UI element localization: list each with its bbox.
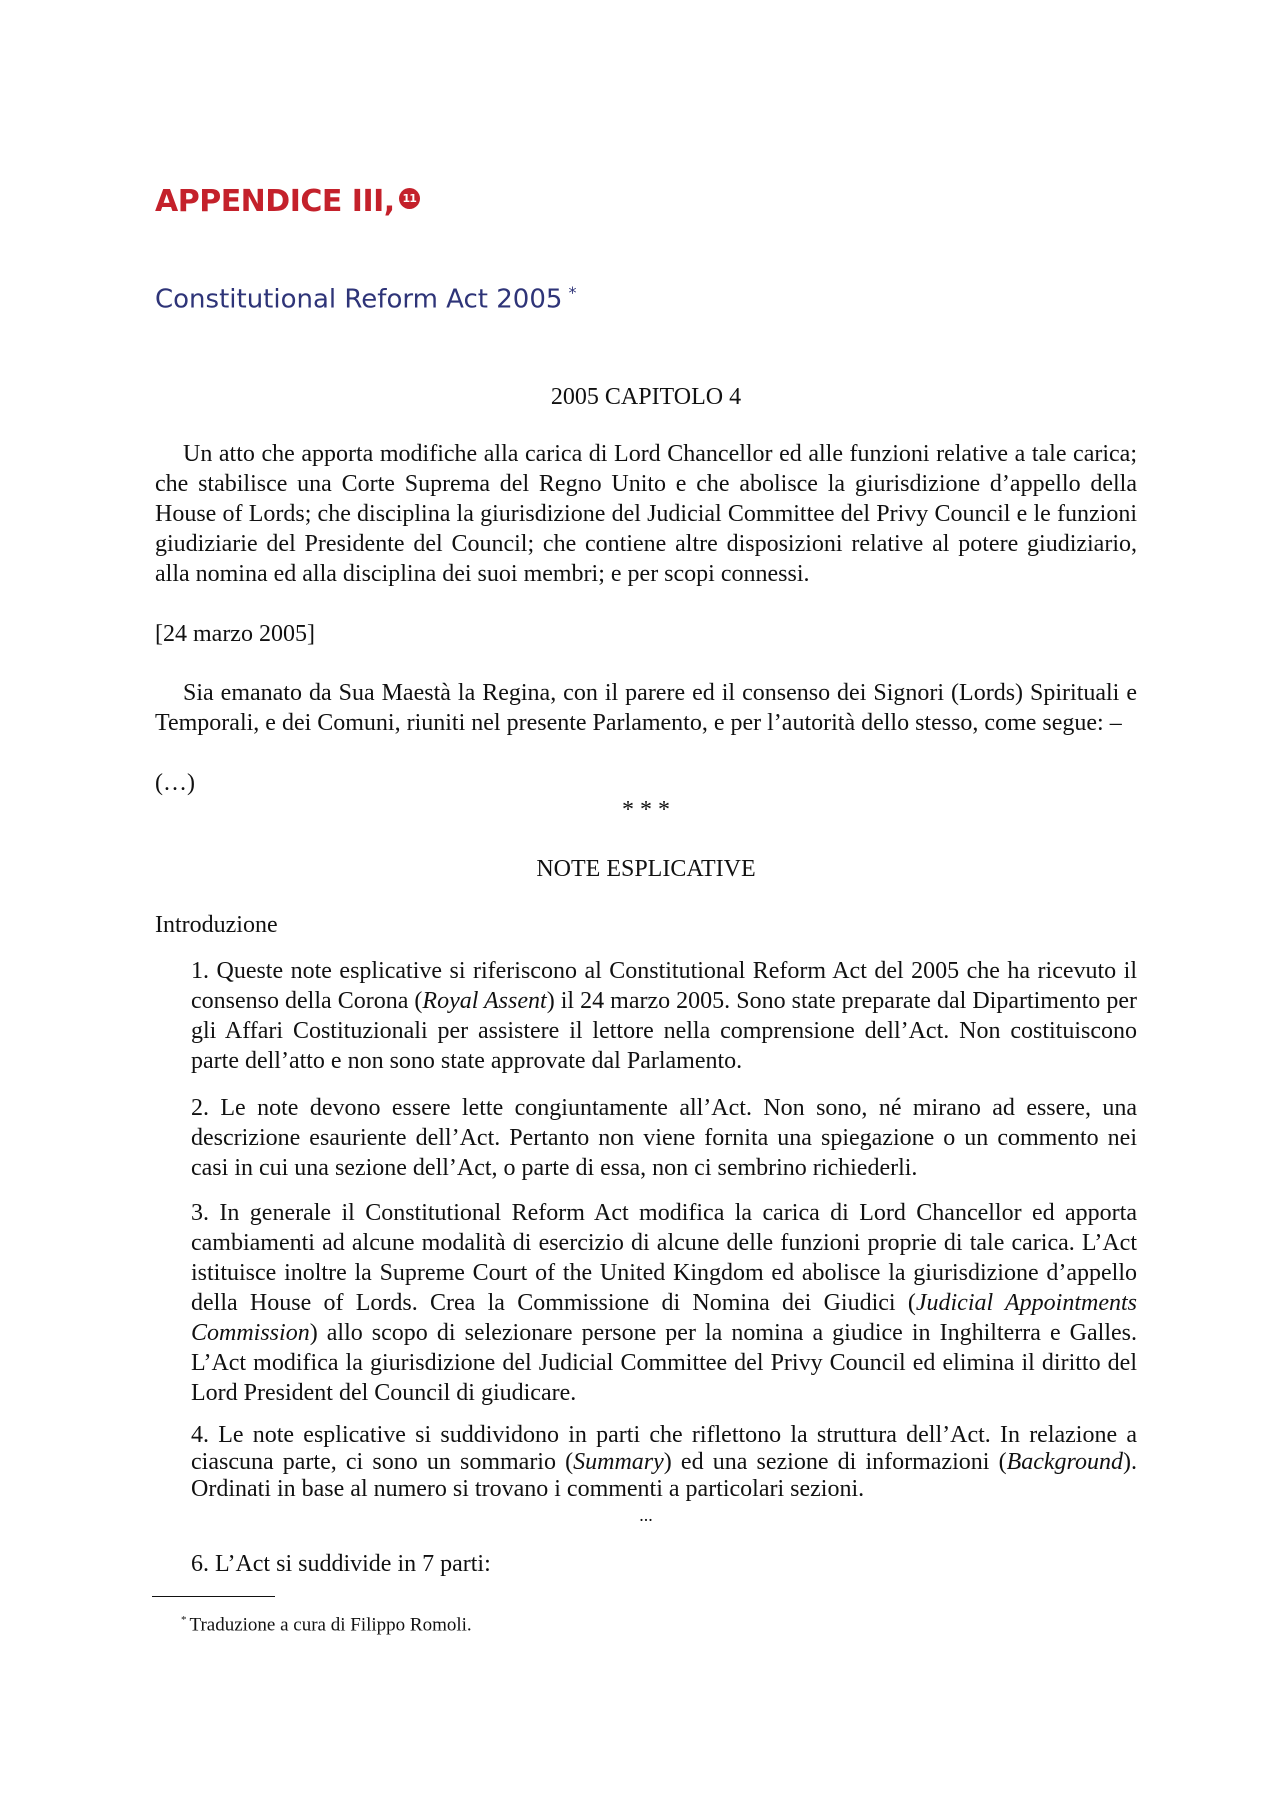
footnote-divider [152, 1596, 275, 1597]
enactment-formula: Sia emanato da Sua Maestà la Regina, con il parere ed il consenso dei Signori (Lords) Spirituali e Temporali, e dei Comuni, riuniti nel presente Parlamento, e per l’autorità dello stesso, come segue: – [155, 680, 1137, 736]
chapter-heading: 2005 CAPITOLO 4 [550, 384, 742, 410]
preamble: Un atto che apporta modifiche alla carica di Lord Chancellor ed alle funzioni relative a tale carica; che stabilisce una Corte Suprema del Regno Unito e che abolisce la giurisdizione d’appello della House of Lords; che disciplina la giurisdizione del Judicial Committee del Privy Council e le funzioni giudiziarie del Presidente del Council; che contiene altre disposizioni relative al potere giudiziario, alla nomina ed alla disciplina dei suoi membri; e per scopi connessi. [155, 441, 1137, 587]
act-date: [24 marzo 2005] [155, 621, 315, 647]
footnote [181, 1608, 1163, 1637]
appendix-title [155, 184, 1137, 219]
note-paragraph-1: 1. Queste note esplicative si riferiscono al Constitutional Reform Act del 2005 che ha ricevuto il consenso della Corona (Royal Assent) il 24 marzo 2005. Sono state preparate dal Dipartimento per gli Affari Costituzionali per assistere il lettore nella comprensione dell’Act. Non costituiscono parte dell’atto e non sono state approvate dal Parlamento. [191, 958, 1137, 1074]
note-paragraph-2: 2. Le note devono essere lette congiuntamente all’Act. Non sono, né mirano ad essere, una descrizione esauriente dell’Act. Pertanto non viene fornita una spiegazione o un commento nei casi in cui una sezione dell’Act, o parte di essa, non ci sembrino richiederli. [191, 1095, 1137, 1181]
footnote-marker: * [181, 1614, 187, 1626]
footnote-text: Traduzione a cura di Filippo Romoli. [189, 1614, 472, 1636]
page-badge: 11 [399, 188, 420, 209]
note-paragraph-4: 4. Le note esplicative si suddividono in parti che riflettono la struttura dell’Act. In relazione a ciascuna parte, ci sono un sommario (Summary) ed una sezione di informazioni (Background). Ordinati in base al numero si trovano i commenti a particolari sezioni. [191, 1422, 1137, 1502]
document-subtitle [155, 283, 1137, 315]
note-paragraph-6: 6. L’Act si suddivide in 7 parti: [191, 1551, 491, 1577]
ellipsis: ... [639, 1505, 653, 1525]
appendix-title-text: APPENDICE III, [155, 184, 395, 219]
note-paragraph-3: 3. In generale il Constitutional Reform Act modifica la carica di Lord Chancellor ed apporta cambiamenti ad alcune modalità di esercizio di alcune delle funzioni proprie di tale carica. L’Act istituisce inoltre la Supreme Court of the United Kingdom ed abolisce la giurisdizione d’appello della House of Lords. Crea la Commissione di Nomina dei Giudici (Judicial Appointments Commission) allo scopo di selezionare persone per la nomina a giudice in Inghilterra e Galles. L’Act modifica la giurisdizione del Judicial Committee del Privy Council ed elimina il diritto del Lord President del Council di giudicare. [191, 1200, 1137, 1406]
notes-heading: NOTE ESPLICATIVE [536, 856, 756, 882]
section-separator: * * * [622, 797, 670, 823]
subtitle-text: Constitutional Reform Act 2005 [155, 284, 563, 315]
omission-mark: (…) [155, 770, 195, 796]
footnote-ref[interactable]: * [568, 283, 577, 302]
intro-heading: Introduzione [155, 912, 278, 938]
